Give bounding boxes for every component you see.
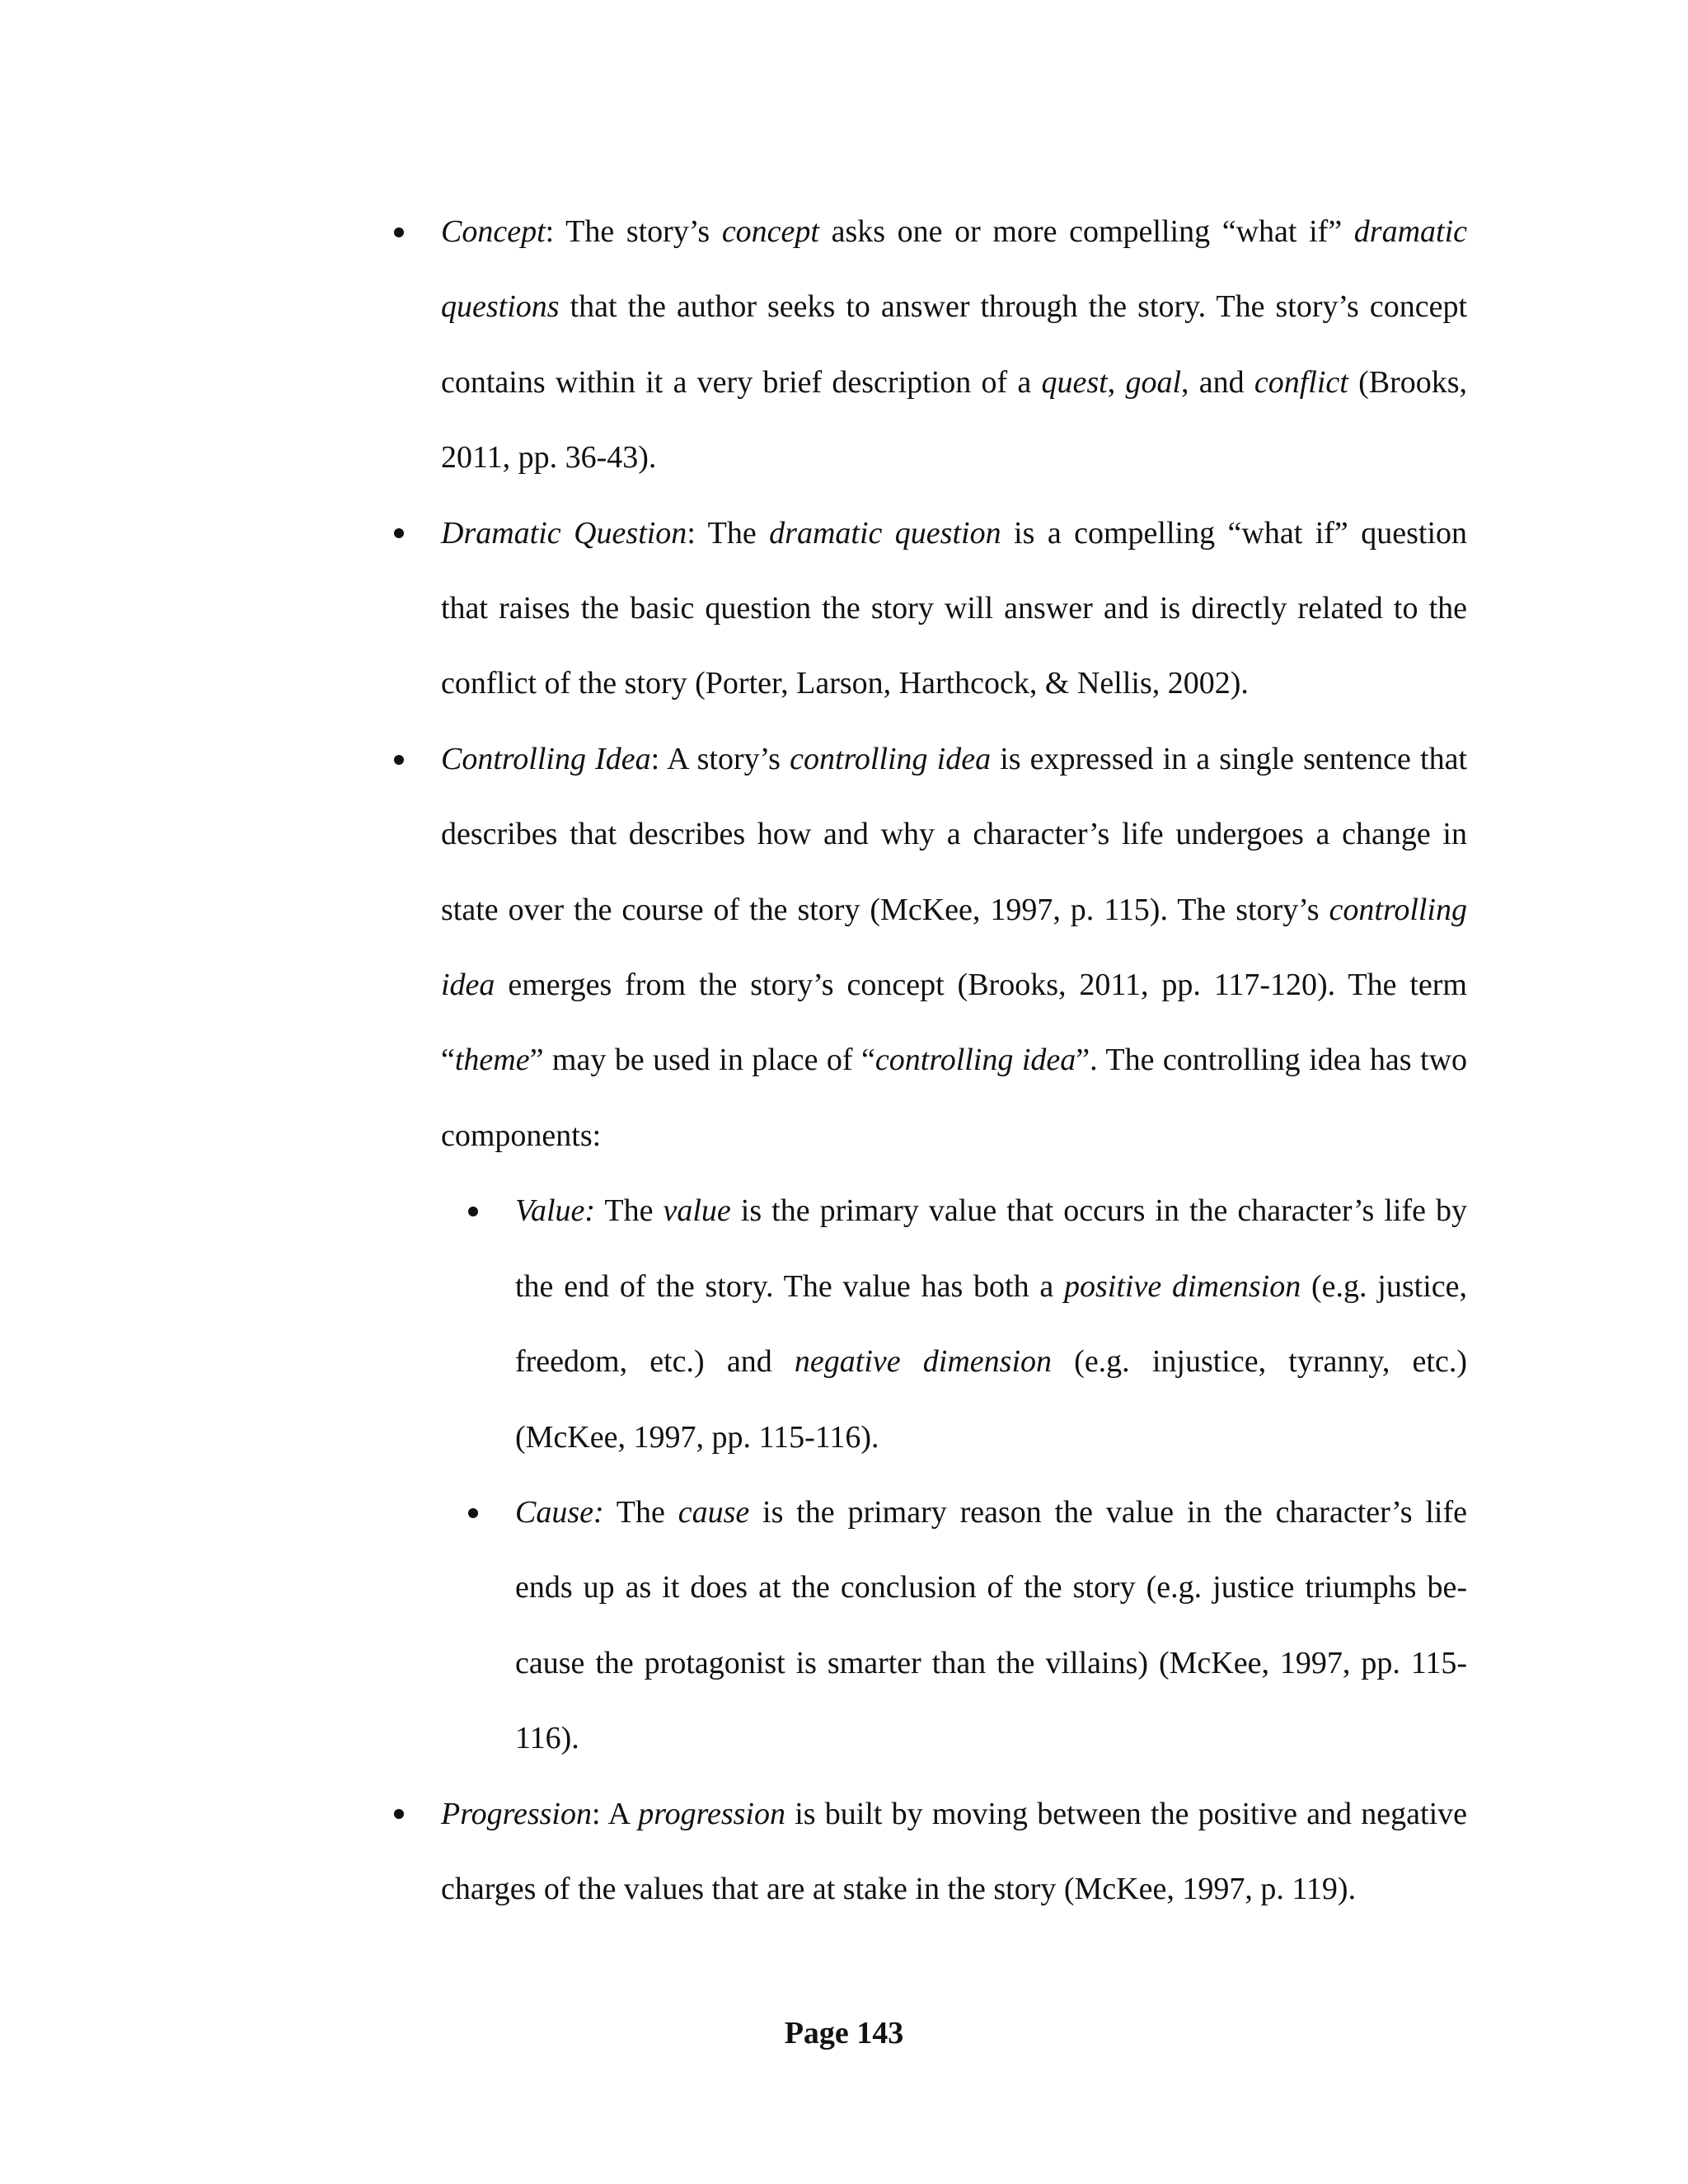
text-run: : A story’s	[650, 741, 790, 776]
italic-term: Cause:	[515, 1494, 604, 1530]
text-run: ,	[1107, 364, 1126, 400]
italic-term: dramatic question	[769, 515, 1001, 551]
list-item	[441, 1777, 1467, 1928]
sub-list-item	[515, 1475, 1467, 1777]
bullet-icon	[394, 496, 404, 571]
italic-term: Progression	[441, 1796, 592, 1831]
text-run: (Brooks, 2011, pp. 36-43).	[441, 364, 1468, 476]
italic-term: Controlling Idea	[441, 741, 651, 776]
text-run: The	[603, 1494, 678, 1530]
italic-term: quest	[1041, 364, 1108, 400]
text-run: asks one or more compelling “what if”	[818, 214, 1354, 249]
italic-term: positive dimension	[1064, 1268, 1301, 1304]
italic-term: Dramatic Question	[441, 515, 687, 551]
bullet-icon	[394, 1777, 404, 1852]
bullet-icon	[394, 194, 404, 269]
text-run: is the primary value that occurs in the character’s life by the end of the story. The value has both a	[515, 1193, 1467, 1304]
italic-term: goal	[1125, 364, 1182, 400]
list-item	[441, 496, 1467, 722]
italic-term: Value:	[515, 1193, 596, 1229]
page-number: Page 143	[784, 2016, 904, 2050]
text-run: : The	[687, 515, 770, 551]
list-item	[441, 722, 1467, 1174]
bullet-icon	[468, 1475, 478, 1550]
italic-term: controlling idea	[790, 741, 992, 776]
italic-term: theme	[454, 1043, 530, 1078]
text-run: is a compelling “what if” question that raises the basic question the story will answer and is directly related to the conflict of the story (Porter, Larson, Harthcock, & Nellis, 2002).	[441, 515, 1468, 701]
sub-list-item	[515, 1174, 1467, 1475]
bullet-icon	[468, 1174, 478, 1249]
italic-term: conflict	[1254, 364, 1348, 400]
bullet-icon	[394, 722, 404, 797]
text-run: ”. The controlling idea has two components:	[441, 1043, 1468, 1153]
italic-term: concept	[721, 214, 819, 249]
text-run: : The story’s	[545, 214, 722, 249]
text-run: ” may be used in place of “	[529, 1043, 875, 1078]
italic-term: Concept	[441, 214, 546, 249]
text-run: , and	[1181, 364, 1254, 400]
bullet-list	[441, 194, 1467, 1927]
text-run: (e.g. injustice, tyranny, etc.) (McKee, 1997, pp. 115-116).	[515, 1344, 1467, 1455]
list-item	[441, 194, 1467, 496]
italic-term: negative dimension	[794, 1344, 1052, 1380]
text-run: that the author seeks to answer through the story. The story’s concept contains within it a very brief description of a	[441, 289, 1467, 400]
text-run: is the primary reason the value in the character’s life ends up as it does at the conclusion of the story (e.g. justice triumphs because the protagonist is smarter than the villains) (McKee, 1997, pp. 115-116).	[515, 1494, 1467, 1756]
italic-term: controlling idea	[441, 892, 1467, 1003]
italic-term: controlling idea	[874, 1043, 1076, 1078]
text-run: emerges from the story’s concept (Brooks, 2011, pp. 117-120). The term “	[441, 968, 1467, 1078]
text-run: : A	[591, 1796, 639, 1831]
text-run: The	[595, 1193, 663, 1229]
italic-term: dramatic questions	[441, 214, 1467, 325]
text-run: is expressed in a single sentence that describes that describes how and why a character’s life undergoes a change in state over the course of the story (McKee, 1997, p. 115). The story’s	[441, 741, 1468, 927]
italic-term: progression	[638, 1796, 785, 1831]
text-run: (e.g. justice, freedom, etc.) and	[515, 1268, 1468, 1380]
italic-term: value	[663, 1193, 731, 1229]
italic-term: cause	[678, 1494, 750, 1530]
text-run: is built by moving between the positive and negative charges of the values that are at stake in the story (McKee, 1997, p. 119).	[441, 1796, 1467, 1906]
